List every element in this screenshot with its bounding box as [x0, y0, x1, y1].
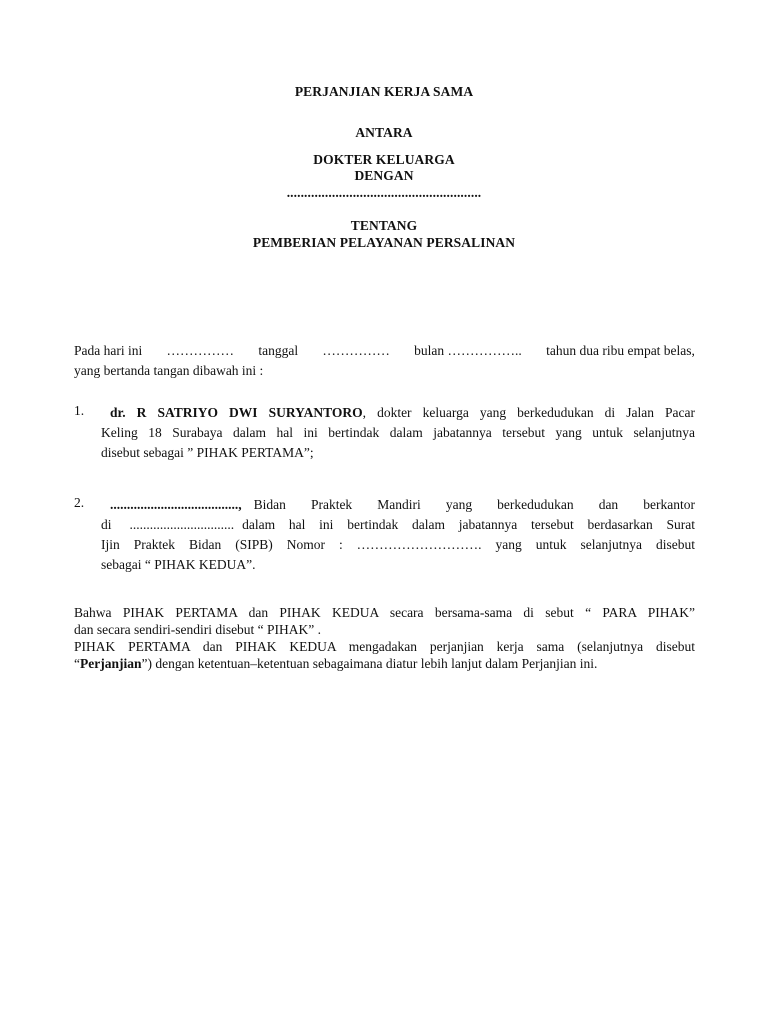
- item-2-line-2: [101, 515, 695, 535]
- item-2-office-blank: ...............................: [129, 517, 235, 532]
- closing-line-4: [74, 655, 695, 672]
- opening-text: bulan ……………..: [414, 343, 522, 358]
- item-2-text: Bidan Praktek Mandiri yang berkedudukan dan berkantor: [253, 497, 695, 512]
- opening-line-2: yang bertanda tangan dibawah ini :: [74, 363, 264, 378]
- header-subject: PEMBERIAN PELAYANAN PERSALINAN: [252, 235, 516, 250]
- closing-paragraph: [74, 604, 695, 672]
- quote-open: “: [74, 656, 80, 671]
- item-1-name: dr. R SATRIYO DWI SURYANTORO: [110, 405, 363, 420]
- opening-paragraph: [74, 341, 695, 381]
- item-1-line-2: Keling 18 Surabaya dalam hal ini bertindak dalam jabatannya tersebut yang untuk selanjutnya: [101, 425, 695, 440]
- item-2-text: dalam hal ini bertindak dalam jabatannya tersebut berdasarkan Surat: [242, 517, 695, 532]
- closing-line-3: PIHAK PERTAMA dan PIHAK KEDUA mengadakan perjanjian kerja sama (selanjutnya disebut: [74, 639, 695, 654]
- opening-text: tanggal: [258, 343, 299, 358]
- closing-text: ”) dengan ketentuan–ketentuan sebagaimana diatur lebih lanjut dalam Perjanjian ini.: [141, 656, 598, 671]
- item-1-line-1: [101, 403, 695, 423]
- item-2-paragraph: [101, 495, 695, 575]
- item-2-di: di: [101, 517, 112, 532]
- document-title: PERJANJIAN KERJA SAMA: [294, 84, 474, 99]
- closing-line-2: dan secara sendiri-sendiri disebut “ PIHAK” .: [74, 622, 322, 637]
- item-1-paragraph: [101, 403, 695, 463]
- item-2-number: 2.: [74, 495, 85, 510]
- header-party-1: DOKTER KELUARGA: [313, 152, 455, 167]
- item-2-line-1: [101, 495, 695, 515]
- opening-text: Pada hari ini: [74, 343, 143, 358]
- term-perjanjian: Perjanjian: [80, 656, 142, 671]
- header-party-2-blank: ........................................................: [286, 185, 482, 200]
- item-2-name-blank: ......................................,: [110, 497, 242, 512]
- opening-line-1: [74, 341, 695, 361]
- header-dengan: DENGAN: [354, 168, 414, 183]
- closing-line-1: Bahwa PIHAK PERTAMA dan PIHAK KEDUA secara bersama-sama di sebut “ PARA PIHAK”: [74, 605, 695, 620]
- item-1-line-3: disebut sebagai ” PIHAK PERTAMA”;: [101, 445, 314, 460]
- item-2-line-3: Ijin Praktek Bidan (SIPB) Nomor : ………………………. yang untuk selanjutnya disebut: [101, 537, 695, 552]
- blank-day: ……………: [166, 343, 235, 358]
- item-1-number: 1.: [74, 403, 85, 418]
- header-tentang: TENTANG: [350, 218, 418, 233]
- header-antara: ANTARA: [355, 125, 413, 140]
- item-1-text: , dokter keluarga yang berkedudukan di Jalan Pacar: [362, 405, 695, 420]
- item-2-line-4: sebagai “ PIHAK KEDUA”.: [101, 557, 256, 572]
- opening-text: tahun dua ribu empat belas,: [546, 343, 695, 358]
- blank-date: ……………: [322, 343, 390, 358]
